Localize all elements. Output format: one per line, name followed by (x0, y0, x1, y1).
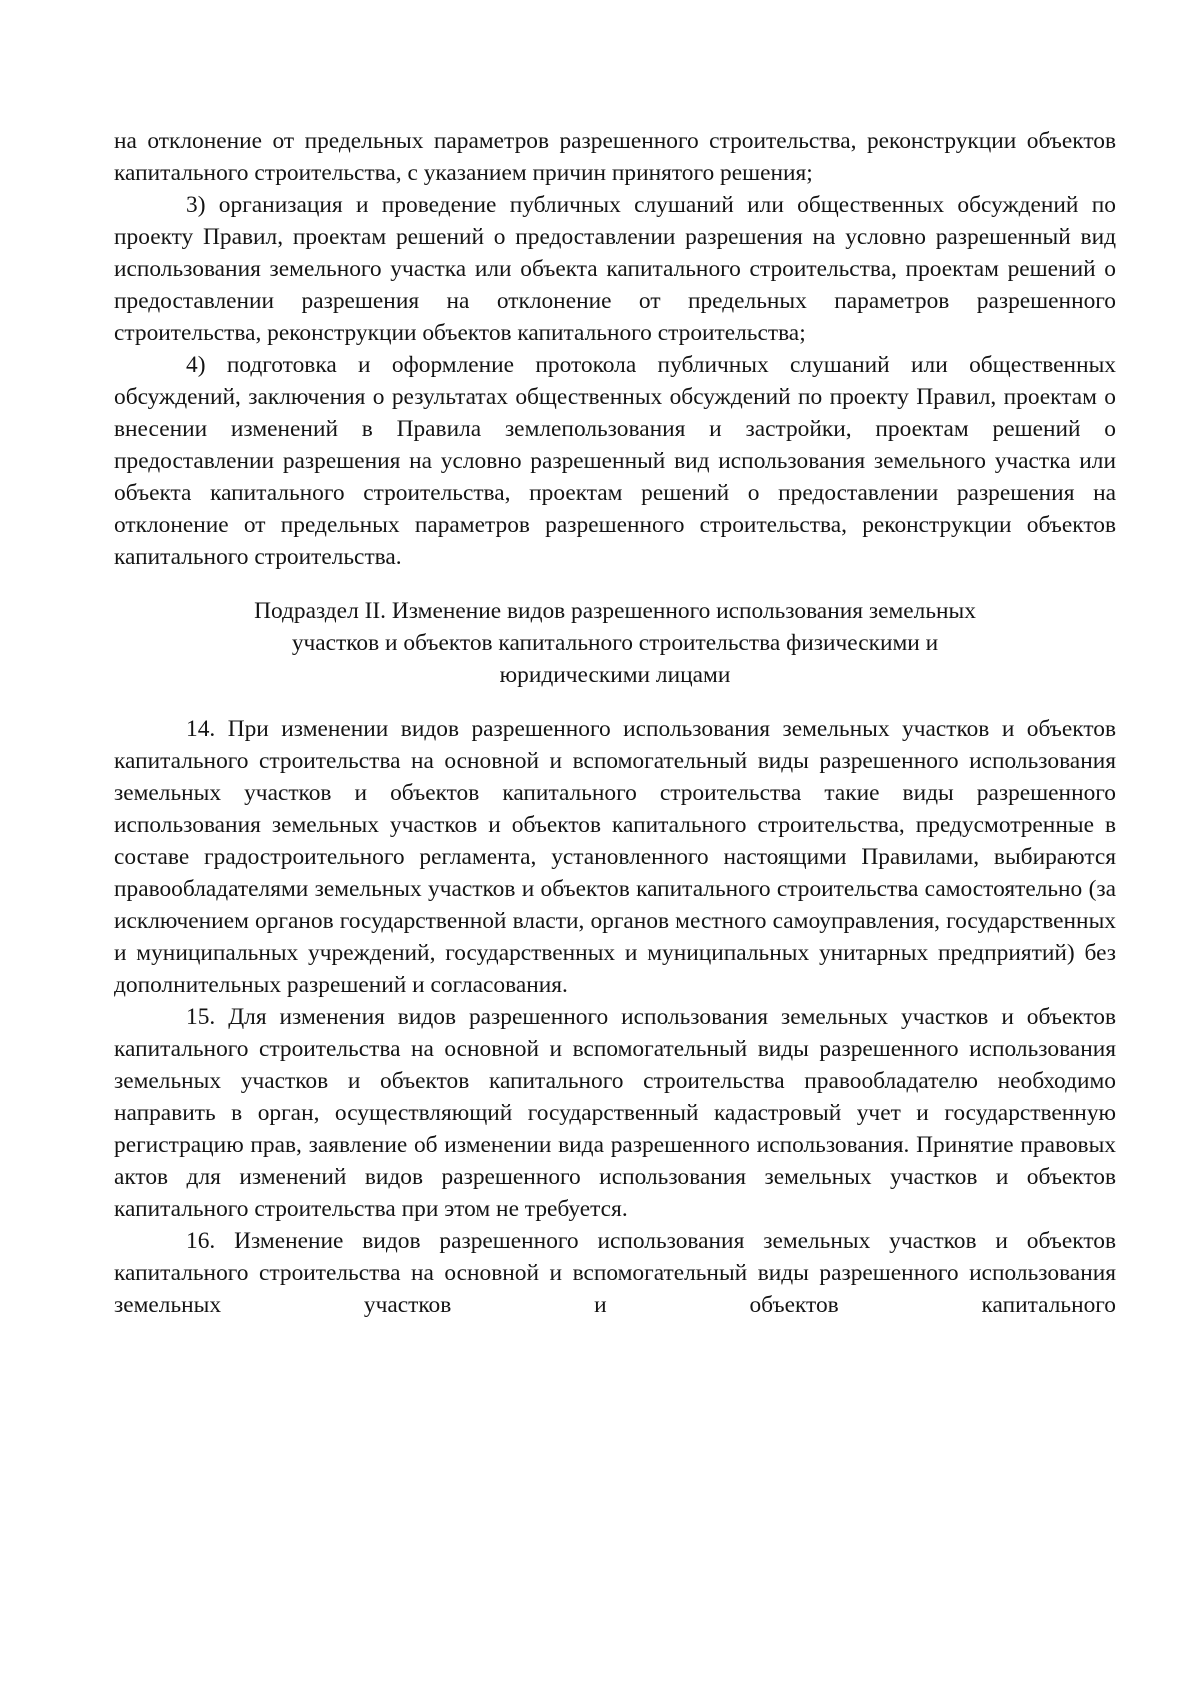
paragraph-item-3: 3) организация и проведение публичных слушаний или общественных обсуждений по проекту Правил, проектам решений о предоставлении разрешения на условно разрешенный вид использования земельного участка или объекта капитального строительства, проектам решений о предоставлении разрешения на отклонение от предельных параметров разрешенного строительства, реконструкции объектов капитального строительства; (114, 192, 1116, 346)
paragraph-14: 14. При изменении видов разрешенного использования земельных участков и объектов капитального строительства на основной и вспомогательный виды разрешенного использования земельных участков и объектов капитального строительства такие виды разрешенного использования земельных участков и объектов капитального строительства, предусмотренные в составе градостроительного регламента, установленного настоящими Правилами, выбираются правообладателями земельных участков и объектов капитального строительства самостоятельно (за исключением органов государственной власти, органов местного самоуправления, государственных и муниципальных учреждений, государственных и муниципальных унитарных предприятий) без дополнительных разрешений и согласования. (114, 716, 1116, 998)
subsection-heading-line: участков и объектов капитального строительства физическими и (291, 630, 939, 656)
subsection-heading (114, 595, 1116, 691)
subsection-heading-line: Подраздел II. Изменение видов разрешенного использования земельных (254, 598, 976, 624)
paragraph-item-4: 4) подготовка и оформление протокола публичных слушаний или общественных обсуждений, заключения о результатах общественных обсуждений по проекту Правил, проектам о внесении изменений в Правила землепользования и застройки, проектам решений о предоставлении разрешения на условно разрешенный вид использования земельного участка или объекта капитального строительства, проектам решений о предоставлении разрешения на отклонение от предельных параметров разрешенного строительства, реконструкции объектов капитального строительства. (114, 352, 1116, 570)
paragraph-continuation: на отклонение от предельных параметров разрешенного строительства, реконструкции объектов капитального строительства, с указанием причин принятого решения; (114, 128, 1116, 186)
subsection-heading-line: юридическими лицами (499, 662, 731, 688)
paragraph-15: 15. Для изменения видов разрешенного использования земельных участков и объектов капитального строительства на основной и вспомогательный виды разрешенного использования земельных участков и объектов капитального строительства правообладателю необходимо направить в орган, осуществляющий государственный кадастровый учет и государственную регистрацию прав, заявление об изменении вида разрешенного использования. Принятие правовых актов для изменений видов разрешенного использования земельных участков и объектов капитального строительства при этом не требуется. (114, 1004, 1116, 1222)
paragraph-16: 16. Изменение видов разрешенного использования земельных участков и объектов капитального строительства на основной и вспомогательный виды разрешенного использования земельных участков и объектов капитального (114, 1228, 1116, 1318)
